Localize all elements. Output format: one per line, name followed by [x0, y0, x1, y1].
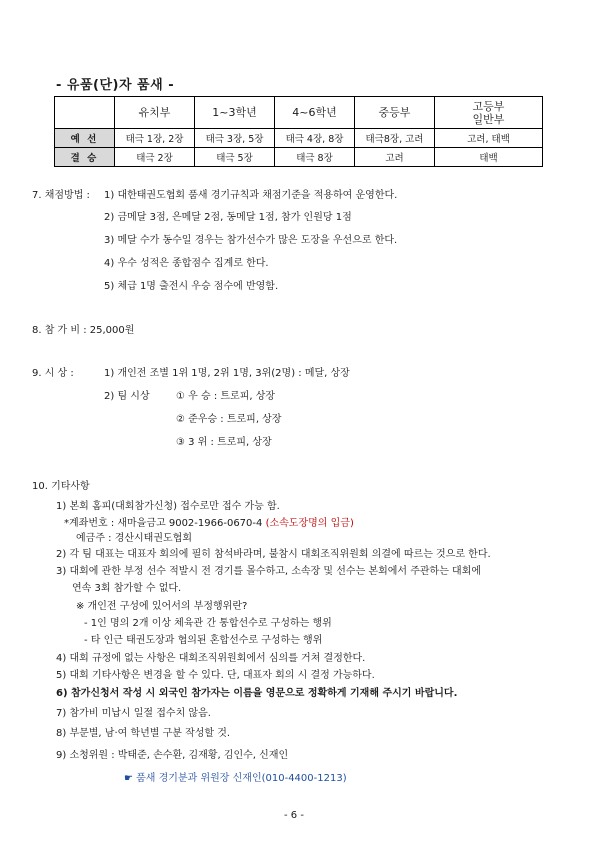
- s10-line5: 5) 대회 기타사항은 변경을 할 수 있다. 단, 대표자 회의 시 결정 가능하다.: [56, 670, 375, 681]
- header-line-general: 일반부: [472, 112, 505, 126]
- section10-heading: 10. 기타사항: [32, 481, 90, 492]
- table-header-cell: 유치부: [115, 97, 195, 129]
- poomsae-table: [54, 96, 543, 167]
- row-label: 결 승: [55, 148, 115, 167]
- table-header-cell: 4~6학년: [275, 97, 355, 129]
- table-row-final: [55, 148, 543, 167]
- s10-line8: 8) 부문별, 남·여 학년별 구분 작성할 것.: [56, 728, 231, 739]
- table-cell: 태극8장, 고려: [355, 129, 435, 148]
- section7-item: 1) 대한태권도협회 품새 경기규칙과 채점기준을 적용하여 운영한다.: [104, 190, 398, 201]
- award-line: ③ 3 위 : 트로피, 상장: [176, 437, 272, 448]
- section8-fee: 8. 참 가 비 : 25,000원: [32, 325, 135, 336]
- table-cell: 고려: [355, 148, 435, 167]
- account-note: (소속도장명의 입금): [265, 518, 354, 529]
- row-label: 예 선: [55, 129, 115, 148]
- depositor-line: 예금주 : 경산시태권도협회: [76, 533, 192, 544]
- table-cell: 태극 1장, 2장: [115, 129, 195, 148]
- table-cell: 태극 5장: [195, 148, 275, 167]
- table-cell: 태극 2장: [115, 148, 195, 167]
- header-line-high: 고등부: [472, 99, 505, 113]
- s10-line9: 9) 소청위원 : 박태준, 손수환, 김재황, 김인수, 신재인: [56, 750, 289, 761]
- section9-item2-label: 2) 팀 시상: [104, 391, 150, 402]
- note-item: - 타 인근 태권도장과 협의된 혼합선수로 구성하는 행위: [84, 635, 323, 646]
- table-header-cell: 중등부: [355, 97, 435, 129]
- table-corner-cell: [55, 97, 115, 129]
- s10-line3b: 연속 3회 참가할 수 없다.: [72, 583, 182, 594]
- table-header-cell-high-general: [435, 97, 543, 129]
- table-header-row: [55, 97, 543, 129]
- section7-item: 4) 우수 성적은 종합점수 집계로 한다.: [104, 258, 269, 269]
- s10-line6: 6) 참가신청서 작성 시 외국인 참가자는 이름을 영문으로 정확하게 기재해 주시기 바랍니다.: [56, 688, 458, 699]
- page-number: - 6 -: [284, 810, 304, 821]
- s10-line1: 1) 본회 홈피(대회참가신청) 접수로만 접수 가능 함.: [56, 501, 280, 512]
- table-header-cell: 1~3학년: [195, 97, 275, 129]
- section7-item: 3) 메달 수가 동수일 경우는 참가선수가 많은 도장을 우선으로 한다.: [104, 235, 398, 246]
- section9-heading: 9. 시 상 :: [32, 368, 74, 379]
- s10-line4: 4) 대회 규정에 없는 사항은 대회조직위원회에서 심의를 거쳐 결정한다.: [56, 653, 366, 664]
- s10-line2: 2) 각 팀 대표는 대표자 회의에 필히 참석바라며, 불참시 대회조직위원회 의결에 따르는 것으로 한다.: [56, 549, 491, 560]
- section7-heading: 7. 채점방법 :: [32, 190, 90, 201]
- s10-line3a: 3) 대회에 관한 부정 선수 적발시 전 경기를 몰수하고, 소속장 및 선수는 본회에서 주관하는 대회에: [56, 566, 482, 577]
- account-number: *계좌번호 : 새마을금고 9002-1966-0670-4: [64, 518, 263, 529]
- table-cell: 태극 3장, 5장: [195, 129, 275, 148]
- account-line: [64, 517, 354, 531]
- section7-item: 5) 체급 1명 출전시 우승 점수에 반영함.: [104, 281, 279, 292]
- table-cell: 태극 8장: [275, 148, 355, 167]
- section9-item1: 1) 개인전 조별 1위 1명, 2위 1명, 3위(2명) : 메달, 상장: [104, 368, 350, 379]
- award-line: ① 우 승 : 트로피, 상장: [176, 391, 276, 402]
- note-item: - 1인 명의 2개 이상 체육관 간 통합선수로 구성하는 행위: [84, 618, 332, 629]
- section7-item: 2) 금메달 3점, 은메달 2점, 동메달 1점, 참가 인원당 1점: [104, 212, 352, 223]
- contact-line: ☛ 품새 경기분과 위원장 신재인(010-4400-1213): [124, 773, 347, 784]
- table-cell: 고려, 태백: [435, 129, 543, 148]
- s10-line7: 7) 참가비 미납시 일절 접수치 않음.: [56, 708, 211, 719]
- table-cell: 태극 4장, 8장: [275, 129, 355, 148]
- award-line: ② 준우승 : 트로피, 상장: [176, 414, 282, 425]
- table-cell: 태백: [435, 148, 543, 167]
- table-row-preliminary: [55, 129, 543, 148]
- note-title: ※ 개인전 구성에 있어서의 부정행위란?: [76, 601, 248, 612]
- section-title: - 유품(단)자 품새 -: [56, 78, 175, 93]
